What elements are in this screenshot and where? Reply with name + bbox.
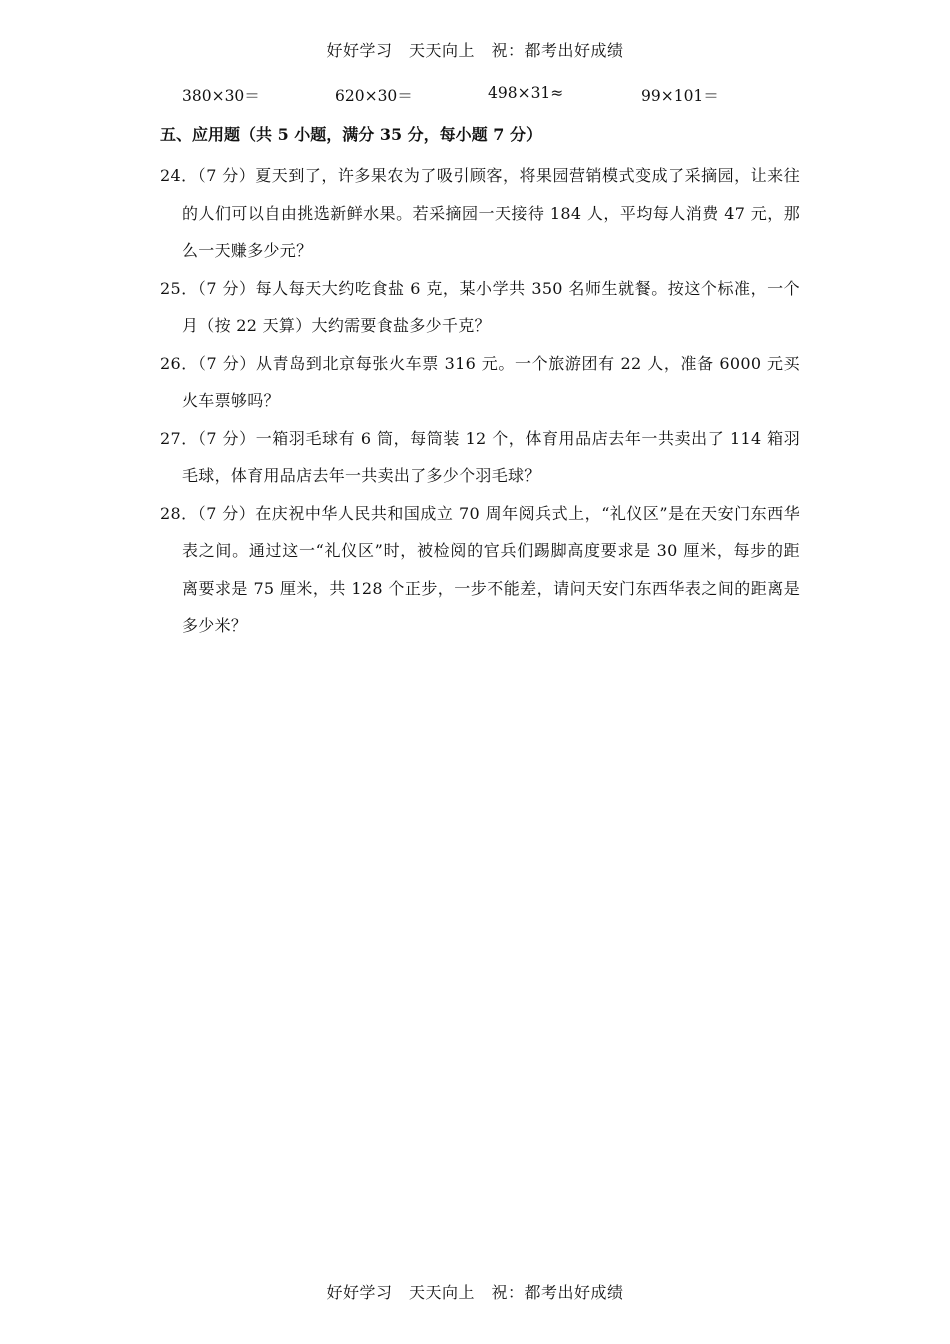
calc-item: 380×30＝: [182, 87, 260, 105]
page-footer: 好好学习 天天向上 祝：都考出好成绩: [326, 1283, 624, 1302]
calculation-row: [0, 84, 950, 106]
problem-item: 26．（7 分）从青岛到北京每张火车票 316 元。一个旅游团有 22 人，准备 6000 元买火车票够吗？: [160, 353, 800, 410]
calc-item: 620×30＝: [335, 87, 413, 105]
section-title: 五、应用题（共 5 小题，满分 35 分，每小题 7 分）: [160, 125, 542, 144]
problem-item: 24．（7 分）夏天到了，许多果农为了吸引顾客，将果园营销模式变成了采摘园，让来往的人们可以自由挑选新鲜水果。若采摘园一天接待 184 人，平均每人消费 47 元，那么一天赚多少元？: [160, 166, 800, 260]
problem-item: 28．（7 分）在庆祝中华人民共和国成立 70 周年阅兵式上，“礼仪区”是在天安门东西华表之间。通过这一“礼仪区”时，被检阅的官兵们踢脚高度要求是 30 厘米，每步的距离要求是 75 厘米，共 128 个正步，一步不能差，请问天安门东西华表之间的距离是多少米？: [160, 503, 800, 635]
page-header: 好好学习 天天向上 祝：都考出好成绩: [326, 41, 624, 60]
problem-list: [160, 157, 800, 645]
calc-item: 99×101＝: [641, 87, 719, 105]
problem-item: 25．（7 分）每人每天大约吃食盐 6 克，某小学共 350 名师生就餐。按这个标准，一个月（按 22 天算）大约需要食盐多少千克？: [160, 278, 800, 335]
calc-item: 498×31≈: [488, 84, 564, 102]
problem-item: 27．（7 分）一箱羽毛球有 6 筒，每筒装 12 个，体育用品店去年一共卖出了 114 箱羽毛球，体育用品店去年一共卖出了多少个羽毛球？: [160, 428, 800, 485]
